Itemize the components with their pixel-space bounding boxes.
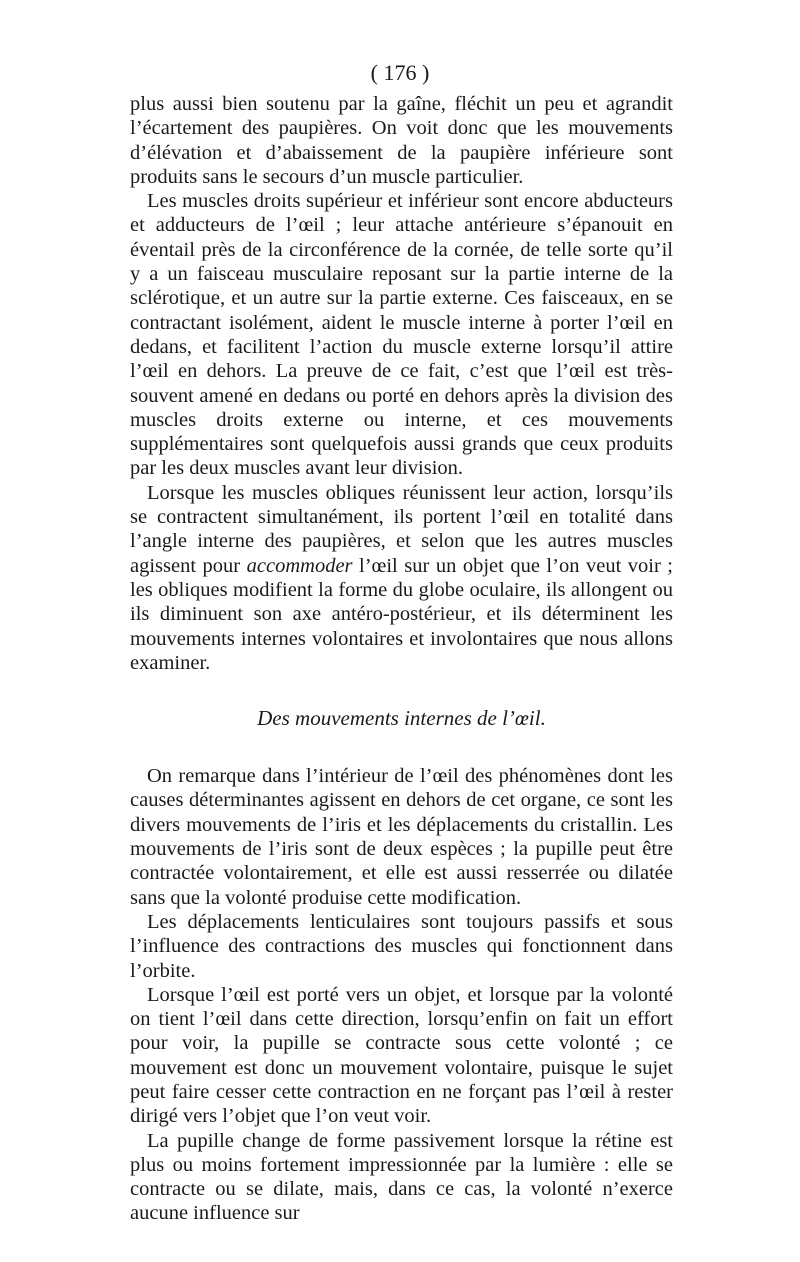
paragraph: plus aussi bien soutenu par la gaîne, fléchit un peu et agrandit l’écartement des paupières. On voit donc que les mouvements d’élévation et d’abaissement de la paupière inférieure sont produits sans le secours d’un muscle particulier. xyxy=(130,93,673,188)
paragraph-text: l’œil sur un objet que l’on veut voir ; les obliques modifient la forme du globe oculaire, ils allongent ou ils diminuent son axe antéro-postérieur, et ils déterminent les mouvements internes volontaires et involontaires que nous allons examiner. xyxy=(130,554,673,674)
page-number: ( 176 ) xyxy=(370,60,430,85)
paragraph: Lorsque l’œil est porté vers un objet, et lorsque par la volonté on tient l’œil dans cette direction, lorsqu’enfin on fait un effort pour voir, la pupille se contracte sous cette volonté ; ce mouvement est donc un mouvement volontaire, puisque le sujet peut faire cesser cette contraction en ne forçant pas l’œil à rester dirigé vers l’objet que l’on veut voir. xyxy=(130,983,673,1128)
section-heading: Des mouvements internes de l’œil. xyxy=(257,706,546,731)
paragraph: On remarque dans l’intérieur de l’œil des phénomènes dont les causes déterminantes agissent en dehors de cet organe, ce sont les divers mouvements de l’iris et les déplacements du cristallin. Les mouvements de l’iris sont de deux espèces ; la pupille peut être contractée volontairement, et elle est aussi resserrée ou dilatée sans que la volonté produise cette modification. xyxy=(130,765,673,909)
paragraph: Les déplacements lenticulaires sont toujours passifs et sous l’influence des contractions des muscles qui fonctionnent dans l’orbite. xyxy=(130,910,673,982)
paragraph-with-emphasis xyxy=(130,481,673,675)
paragraph-text: Lorsque les muscles obliques réunissent leur action, lorsqu’ils se contractent simultanément, ils portent l’œil en totalité dans l’angle interne des paupières, et selon que les autres muscles agissent pour xyxy=(130,481,673,577)
paragraph: Les muscles droits supérieur et inférieur sont encore abducteurs et adducteurs de l’œil ; leur attache antérieure s’épanouit en éventail près de la circonférence de la cornée, de telle sorte qu’il y a un faisceau musculaire reposant sur la partie interne de la sclérotique, et un autre sur la partie externe. Ces faisceaux, en se contractant isolément, aident le muscle interne à porter l’œil en dedans, et facilitent l’action du muscle externe lorsqu’il attire l’œil en dehors. La preuve de ce fait, c’est que l’œil est très-souvent amené en dedans ou porté en dehors après la division des muscles droits externe ou interne, et ces mouvements supplémentaires sont quelquefois aussi grands que ceux produits par les deux muscles avant leur division. xyxy=(130,190,673,480)
emphasized-word: accommoder xyxy=(246,554,353,577)
text-column xyxy=(130,92,673,1226)
paragraph: La pupille change de forme passivement lorsque la rétine est plus ou moins fortement impressionnée par la lumière : elle se contracte ou se dilate, mais, dans ce cas, la volonté n’exerce aucune influence sur xyxy=(130,1129,673,1225)
